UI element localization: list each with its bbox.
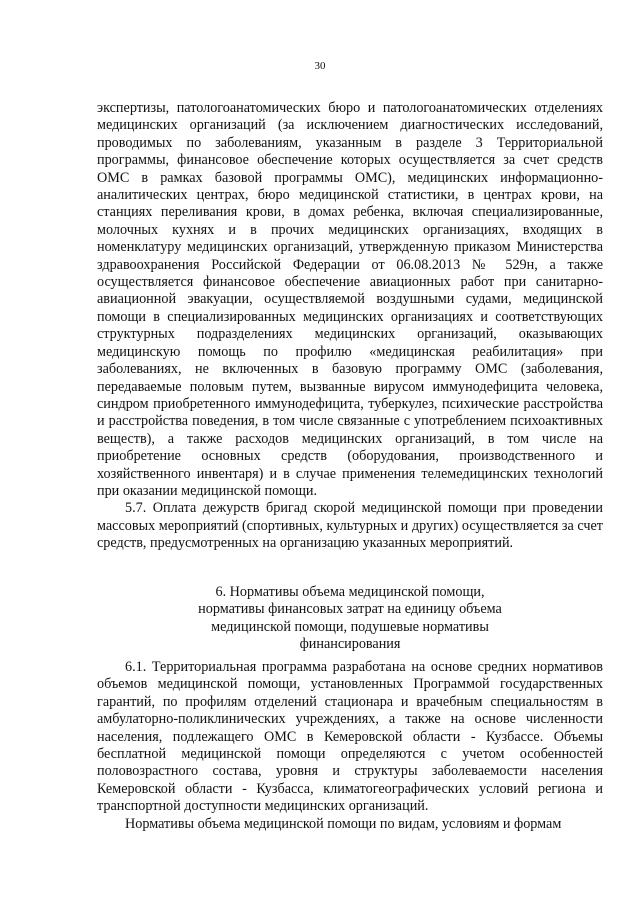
page-number: 30 xyxy=(314,60,326,72)
paragraph-5-7: 5.7. Оплата дежурств бригад скорой медицинской помощи при проведении массовых мероприятий (спортивных, культурных и других) осуществляется за счет средств, предусмотренных на организацию указанных мероприятий. xyxy=(97,500,603,552)
body-text-top xyxy=(97,100,603,553)
section-heading-line: медицинской помощи, подушевые нормативы xyxy=(211,618,489,635)
body-text-bottom xyxy=(97,659,603,833)
paragraph-continuation: экспертизы, патологоанатомических бюро и патологоанатомических отделениях медицинских организаций (за исключением диагностических исследований, проводимых по заболеваниям, указанным в разделе 3 Территориальной программы, финансовое обеспечение которых осуществляется за счет средств ОМС в рамках базовой программы ОМС), медицинских информационно-аналитических центрах, бюро медицинской статистики, в центрах крови, на станциях переливания крови, в домах ребенка, включая специализированные, молочных кухнях и в прочих медицинских организациях, входящих в номенклатуру медицинских организаций, утвержденную приказом Министерства здравоохранения Российской Федерации от 06.08.2013 № 529н, а также осуществляется финансовое обеспечение авиационных работ при санитарно-авиационной эвакуации, осуществляемой воздушными судами, медицинской помощи в специализированных медицинских организациях и соответствующих структурных подразделениях медицинских организаций, оказывающих медицинскую помощь по профилю «медицинская реабилитация» при заболеваниях, не включенных в базовую программу ОМС (заболевания, передаваемые половым путем, вызванные вирусом иммунодефицита человека, синдром приобретенного иммунодефицита, туберкулез, психические расстройства и расстройства поведения, в том числе связанные с употреблением психоактивных веществ), а также расходов медицинских организаций, в том числе на приобретение основных средств (оборудования, производственного и хозяйственного инвентаря) и в случае применения телемедицинских технологий при оказании медицинской помощи. xyxy=(97,100,603,499)
section-heading-line: нормативы финансовых затрат на единицу объема xyxy=(198,601,502,618)
section-heading-line: 6. Нормативы объема медицинской помощи, xyxy=(215,584,485,600)
paragraph-norms: Нормативы объема медицинской помощи по видам, условиям и формам xyxy=(125,815,562,832)
paragraph-6-1: 6.1. Территориальная программа разработана на основе средних нормативов объемов медицинской помощи, установленных Программой государственных гарантий, по профилям отделений стационара и врачебным специальностям в амбулаторно-поликлинических учреждениях, а также на основе численности населения, подлежащего ОМС в Кемеровской области - Кузбассе. Объемы бесплатной медицинской помощи определяются с учетом особенностей половозрастного состава, уровня и структуры заболеваемости населения Кемеровской области - Кузбасса, климатогеографических условий региона и транспортной доступности медицинских организаций. xyxy=(97,659,603,815)
section-heading-line: финансирования xyxy=(299,636,401,653)
section-heading xyxy=(97,584,603,654)
